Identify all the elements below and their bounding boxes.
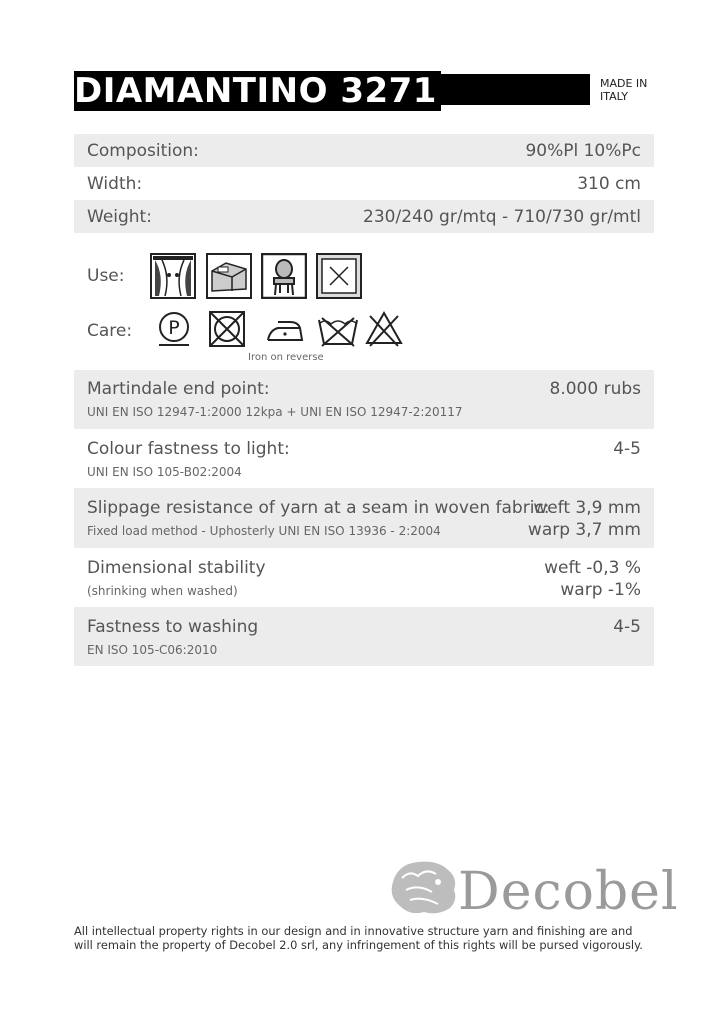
martindale-row	[74, 370, 654, 429]
weight-row	[74, 200, 654, 233]
dimensional-label: Dimensional stability	[87, 558, 266, 578]
slippage-label: Slippage resistance of yarn at a seam in woven fabric:	[87, 498, 550, 518]
dimensional-standard: (shrinking when washed)	[87, 584, 238, 598]
martindale-value: 8.000 rubs	[549, 379, 641, 399]
do-not-tumble-dry-icon	[207, 310, 247, 348]
width-label: Width:	[87, 174, 143, 194]
svg-text:P: P	[168, 317, 180, 339]
decobel-logo-icon	[388, 856, 462, 918]
slippage-weft-value: weft 3,9 mm	[533, 498, 641, 518]
product-title: DIAMANTINO 3271	[74, 71, 441, 111]
cushion-icon	[316, 253, 362, 299]
composition-value: 90%Pl 10%Pc	[525, 141, 641, 161]
care-label: Care:	[87, 321, 133, 341]
slippage-standard: Fixed load method - Uphosterly UNI EN ISO 13936 - 2:2004	[87, 524, 441, 538]
composition-label: Composition:	[87, 141, 199, 161]
light-fastness-row	[74, 429, 654, 488]
width-row	[74, 167, 654, 200]
title-bar	[74, 71, 590, 111]
origin-line-1: MADE IN	[600, 77, 648, 90]
washing-standard: EN ISO 105-C06:2010	[87, 643, 218, 657]
dimensional-weft-value: weft -0,3 %	[544, 558, 641, 578]
footer-line-1: All intellectual property rights in our design and in innovative structure yarn and finishing are and	[74, 924, 633, 938]
use-label: Use:	[87, 266, 125, 286]
slippage-row	[74, 488, 654, 548]
upholstery-chair-icon	[261, 253, 307, 299]
washing-value: 4-5	[613, 617, 641, 637]
iron-low-icon	[264, 314, 306, 346]
iron-note: Iron on reverse	[248, 352, 324, 363]
width-value: 310 cm	[577, 174, 641, 194]
martindale-label: Martindale end point:	[87, 379, 270, 399]
origin-label	[600, 77, 647, 103]
bedspread-icon	[206, 253, 252, 299]
dimensional-row	[74, 548, 654, 607]
do-not-wash-icon	[316, 312, 360, 348]
footer-note	[74, 924, 656, 952]
washing-label: Fastness to washing	[87, 617, 259, 637]
weight-label: Weight:	[87, 207, 152, 227]
dimensional-warp-value: warp -1%	[560, 580, 641, 600]
slippage-warp-value: warp 3,7 mm	[527, 520, 641, 540]
martindale-standard: UNI EN ISO 12947-1:2000 12kpa + UNI EN ISO 12947-2:20117	[87, 405, 463, 419]
do-not-bleach-icon	[364, 310, 404, 348]
composition-row	[74, 134, 654, 167]
light-fastness-value: 4-5	[613, 439, 641, 459]
dry-clean-p-icon	[155, 310, 193, 348]
curtain-icon	[150, 253, 196, 299]
light-fastness-label: Colour fastness to light:	[87, 439, 290, 459]
origin-line-2: ITALY	[600, 90, 629, 103]
light-fastness-standard: UNI EN ISO 105-B02:2004	[87, 465, 242, 479]
washing-row	[74, 607, 654, 666]
weight-value: 230/240 gr/mtq - 710/730 gr/mtl	[363, 207, 641, 227]
brand-name: Decobel	[458, 862, 679, 922]
footer-line-2: will remain the property of Decobel 2.0 srl, any infringement of this rights will be pursed vigorously.	[74, 938, 643, 952]
